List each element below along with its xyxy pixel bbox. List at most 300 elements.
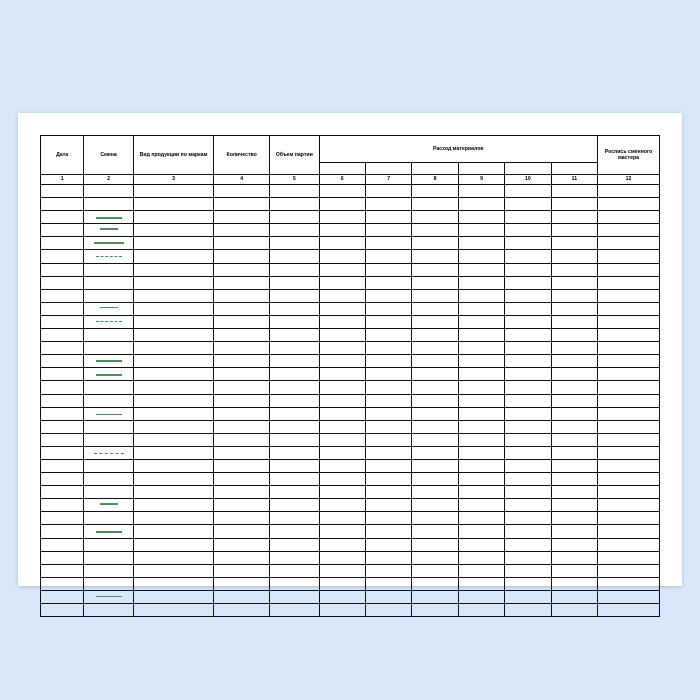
- header-material-col-2: [365, 163, 411, 175]
- table-cell: [551, 211, 597, 224]
- table-cell: [319, 355, 365, 368]
- table-row: [41, 459, 660, 472]
- table-cell: [412, 446, 458, 459]
- table-cell: [365, 263, 411, 276]
- table-cell: [412, 499, 458, 512]
- table-cell: [270, 329, 320, 342]
- table-cell: [270, 486, 320, 499]
- table-cell: [41, 446, 84, 459]
- table-cell: [84, 525, 134, 538]
- table-row: [41, 394, 660, 407]
- table-cell: [214, 459, 270, 472]
- pen-mark: [96, 414, 122, 416]
- table-cell: [598, 564, 660, 577]
- table-cell: [505, 446, 551, 459]
- table-cell: [412, 289, 458, 302]
- table-cell: [412, 250, 458, 263]
- table-cell: [84, 250, 134, 263]
- table-cell: [551, 263, 597, 276]
- table-cell: [214, 342, 270, 355]
- table-cell: [458, 499, 504, 512]
- table-cell: [319, 263, 365, 276]
- header-batch-volume: Объем партии: [270, 136, 320, 175]
- table-cell: [365, 394, 411, 407]
- table-cell: [551, 420, 597, 433]
- table-cell: [84, 198, 134, 211]
- table-row: [41, 263, 660, 276]
- table-cell: [598, 224, 660, 237]
- table-cell: [365, 198, 411, 211]
- table-cell: [133, 302, 213, 315]
- table-cell: [598, 512, 660, 525]
- table-cell: [41, 198, 84, 211]
- table-cell: [319, 381, 365, 394]
- table-cell: [505, 315, 551, 328]
- header-master-signature: Роспись сменного мастера: [598, 136, 660, 175]
- table-cell: [214, 381, 270, 394]
- table-cell: [458, 250, 504, 263]
- table-cell: [41, 250, 84, 263]
- table-cell: [84, 329, 134, 342]
- table-cell: [412, 224, 458, 237]
- table-cell: [551, 224, 597, 237]
- table-cell: [319, 185, 365, 198]
- table-cell: [84, 342, 134, 355]
- table-cell: [458, 446, 504, 459]
- table-cell: [270, 446, 320, 459]
- table-cell: [214, 394, 270, 407]
- header-material-col-4: [458, 163, 504, 175]
- table-cell: [412, 433, 458, 446]
- table-cell: [270, 499, 320, 512]
- table-cell: [133, 355, 213, 368]
- table-cell: [598, 381, 660, 394]
- table-cell: [270, 224, 320, 237]
- table-cell: [84, 185, 134, 198]
- table-cell: [551, 250, 597, 263]
- table-cell: [214, 198, 270, 211]
- table-cell: [551, 355, 597, 368]
- table-cell: [598, 420, 660, 433]
- table-cell: [84, 590, 134, 603]
- table-cell: [133, 577, 213, 590]
- table-cell: [41, 512, 84, 525]
- table-cell: [598, 315, 660, 328]
- table-cell: [365, 525, 411, 538]
- table-cell: [412, 604, 458, 617]
- pen-mark: [100, 503, 118, 505]
- table-cell: [598, 577, 660, 590]
- table-cell: [41, 604, 84, 617]
- table-cell: [505, 394, 551, 407]
- table-cell: [133, 237, 213, 250]
- table-cell: [365, 355, 411, 368]
- table-cell: [551, 237, 597, 250]
- table-cell: [270, 604, 320, 617]
- table-cell: [505, 355, 551, 368]
- table-cell: [505, 185, 551, 198]
- table-cell: [365, 433, 411, 446]
- table-cell: [214, 525, 270, 538]
- table-cell: [458, 276, 504, 289]
- table-row: [41, 407, 660, 420]
- table-row: [41, 499, 660, 512]
- table-cell: [270, 263, 320, 276]
- pen-mark: [96, 374, 122, 376]
- table-cell: [133, 185, 213, 198]
- table-cell: [598, 302, 660, 315]
- table-cell: [319, 525, 365, 538]
- table-cell: [214, 250, 270, 263]
- table-cell: [214, 433, 270, 446]
- table-cell: [133, 407, 213, 420]
- table-cell: [458, 577, 504, 590]
- table-cell: [458, 538, 504, 551]
- table-row: [41, 224, 660, 237]
- table-cell: [365, 250, 411, 263]
- table-cell: [41, 368, 84, 381]
- table-cell: [133, 211, 213, 224]
- table-cell: [319, 590, 365, 603]
- table-cell: [214, 276, 270, 289]
- table-cell: [412, 590, 458, 603]
- table-cell: [270, 512, 320, 525]
- table-cell: [505, 289, 551, 302]
- table-cell: [270, 302, 320, 315]
- table-row: [41, 342, 660, 355]
- table-cell: [133, 394, 213, 407]
- table-cell: [365, 577, 411, 590]
- table-cell: [412, 329, 458, 342]
- table-cell: [84, 355, 134, 368]
- table-cell: [319, 289, 365, 302]
- table-cell: [458, 394, 504, 407]
- table-cell: [270, 420, 320, 433]
- table-cell: [270, 473, 320, 486]
- table-cell: [84, 211, 134, 224]
- table-cell: [133, 263, 213, 276]
- table-cell: [551, 486, 597, 499]
- table-cell: [41, 329, 84, 342]
- header-materials-group: Расход материалов: [319, 136, 598, 163]
- table-cell: [505, 302, 551, 315]
- table-cell: [214, 211, 270, 224]
- table-cell: [598, 590, 660, 603]
- table-cell: [319, 342, 365, 355]
- table-cell: [41, 577, 84, 590]
- table-cell: [412, 355, 458, 368]
- table-cell: [505, 198, 551, 211]
- table-cell: [412, 538, 458, 551]
- table-cell: [319, 198, 365, 211]
- table-row: [41, 525, 660, 538]
- table-cell: [551, 433, 597, 446]
- table-cell: [505, 473, 551, 486]
- table-cell: [598, 250, 660, 263]
- table-row: [41, 577, 660, 590]
- table-cell: [365, 329, 411, 342]
- table-cell: [598, 486, 660, 499]
- table-cell: [412, 564, 458, 577]
- table-cell: [598, 433, 660, 446]
- table-row: [41, 276, 660, 289]
- table-cell: [41, 263, 84, 276]
- table-cell: [505, 486, 551, 499]
- table-cell: [551, 577, 597, 590]
- table-cell: [551, 185, 597, 198]
- table-cell: [412, 394, 458, 407]
- table-cell: [412, 342, 458, 355]
- header-date: Дата: [41, 136, 84, 175]
- table-cell: [458, 459, 504, 472]
- table-cell: [319, 420, 365, 433]
- table-cell: [270, 381, 320, 394]
- table-cell: [551, 342, 597, 355]
- table-row: [41, 381, 660, 394]
- table-cell: [598, 499, 660, 512]
- table-cell: [270, 551, 320, 564]
- table-cell: [270, 315, 320, 328]
- table-row: [41, 486, 660, 499]
- table-cell: [365, 420, 411, 433]
- table-cell: [133, 499, 213, 512]
- table-cell: [598, 355, 660, 368]
- table-cell: [214, 499, 270, 512]
- table-row: [41, 329, 660, 342]
- table-cell: [270, 590, 320, 603]
- table-cell: [133, 368, 213, 381]
- table-cell: [133, 381, 213, 394]
- table-cell: [365, 446, 411, 459]
- table-cell: [41, 525, 84, 538]
- table-cell: [133, 433, 213, 446]
- table-cell: [270, 289, 320, 302]
- table-cell: [412, 368, 458, 381]
- table-cell: [133, 459, 213, 472]
- table-cell: [598, 604, 660, 617]
- table-cell: [319, 433, 365, 446]
- table-cell: [84, 538, 134, 551]
- table-cell: [551, 329, 597, 342]
- table-cell: [133, 512, 213, 525]
- table-cell: [458, 368, 504, 381]
- table-cell: [458, 473, 504, 486]
- table-cell: [598, 525, 660, 538]
- table-cell: [319, 224, 365, 237]
- table-cell: [505, 538, 551, 551]
- pen-mark: [100, 228, 118, 230]
- table-cell: [84, 237, 134, 250]
- number-cell: 5: [270, 175, 320, 185]
- table-cell: [598, 394, 660, 407]
- table-cell: [319, 315, 365, 328]
- table-cell: [505, 551, 551, 564]
- table-number-row: [41, 175, 660, 185]
- table-cell: [551, 302, 597, 315]
- table-cell: [319, 512, 365, 525]
- table-cell: [412, 473, 458, 486]
- table-cell: [133, 604, 213, 617]
- table-cell: [319, 486, 365, 499]
- table-row: [41, 604, 660, 617]
- pen-mark: [100, 307, 118, 309]
- table-row: [41, 289, 660, 302]
- table-cell: [84, 604, 134, 617]
- table-cell: [270, 237, 320, 250]
- table-cell: [598, 185, 660, 198]
- table-cell: [133, 486, 213, 499]
- table-cell: [458, 224, 504, 237]
- table-cell: [270, 250, 320, 263]
- table-cell: [41, 473, 84, 486]
- table-cell: [412, 315, 458, 328]
- number-cell: 7: [365, 175, 411, 185]
- table-cell: [133, 564, 213, 577]
- table-cell: [270, 198, 320, 211]
- table-cell: [551, 289, 597, 302]
- table-cell: [505, 211, 551, 224]
- table-cell: [458, 342, 504, 355]
- table-cell: [319, 499, 365, 512]
- table-cell: [214, 564, 270, 577]
- table-cell: [214, 473, 270, 486]
- table-cell: [365, 407, 411, 420]
- table-cell: [133, 315, 213, 328]
- table-cell: [412, 459, 458, 472]
- table-cell: [598, 276, 660, 289]
- header-quantity: Количество: [214, 136, 270, 175]
- table-row: [41, 185, 660, 198]
- table-cell: [598, 551, 660, 564]
- number-cell: 3: [133, 175, 213, 185]
- header-material-col-1: [319, 163, 365, 175]
- table-cell: [551, 276, 597, 289]
- pen-mark: [96, 360, 122, 362]
- table-cell: [84, 551, 134, 564]
- table-cell: [270, 342, 320, 355]
- table-cell: [84, 302, 134, 315]
- table-cell: [41, 394, 84, 407]
- table-cell: [458, 420, 504, 433]
- table-cell: [41, 551, 84, 564]
- table-cell: [365, 315, 411, 328]
- table-cell: [551, 551, 597, 564]
- table-cell: [133, 250, 213, 263]
- table-cell: [598, 459, 660, 472]
- table-cell: [214, 302, 270, 315]
- table-cell: [598, 263, 660, 276]
- table-cell: [214, 486, 270, 499]
- table-cell: [412, 525, 458, 538]
- table-cell: [41, 420, 84, 433]
- table-cell: [365, 237, 411, 250]
- pen-mark: [94, 242, 124, 244]
- table-row: [41, 512, 660, 525]
- table-cell: [270, 394, 320, 407]
- table-cell: [551, 512, 597, 525]
- table-cell: [365, 302, 411, 315]
- table-cell: [505, 499, 551, 512]
- table-cell: [505, 263, 551, 276]
- pen-mark: [96, 531, 122, 533]
- header-product-type: Вид продукции по маркам: [133, 136, 213, 175]
- table-cell: [598, 211, 660, 224]
- table-cell: [412, 551, 458, 564]
- table-cell: [365, 381, 411, 394]
- table-row: [41, 302, 660, 315]
- table-cell: [412, 512, 458, 525]
- table-cell: [214, 604, 270, 617]
- table-cell: [270, 577, 320, 590]
- table-cell: [214, 538, 270, 551]
- table-cell: [133, 590, 213, 603]
- table-cell: [598, 368, 660, 381]
- table-cell: [319, 250, 365, 263]
- header-material-col-6: [551, 163, 597, 175]
- table-cell: [319, 577, 365, 590]
- table-cell: [505, 433, 551, 446]
- table-cell: [270, 368, 320, 381]
- number-cell: 11: [551, 175, 597, 185]
- table-cell: [458, 263, 504, 276]
- paper-sheet: [18, 113, 682, 586]
- table-cell: [214, 407, 270, 420]
- table-cell: [365, 590, 411, 603]
- table-cell: [551, 525, 597, 538]
- table-cell: [505, 459, 551, 472]
- table-cell: [458, 198, 504, 211]
- table-cell: [365, 551, 411, 564]
- table-cell: [365, 473, 411, 486]
- table-cell: [319, 276, 365, 289]
- table-cell: [270, 276, 320, 289]
- table-cell: [270, 407, 320, 420]
- table-cell: [319, 551, 365, 564]
- table-cell: [598, 198, 660, 211]
- table-cell: [365, 276, 411, 289]
- table-cell: [41, 355, 84, 368]
- table-cell: [319, 329, 365, 342]
- table-cell: [505, 604, 551, 617]
- pen-mark: [94, 453, 124, 454]
- table-cell: [133, 551, 213, 564]
- table-cell: [133, 198, 213, 211]
- table-cell: [214, 185, 270, 198]
- table-cell: [412, 381, 458, 394]
- table-cell: [551, 499, 597, 512]
- header-material-col-3: [412, 163, 458, 175]
- table-cell: [84, 224, 134, 237]
- table-cell: [458, 486, 504, 499]
- table-cell: [505, 250, 551, 263]
- table-cell: [319, 564, 365, 577]
- table-cell: [84, 394, 134, 407]
- table-cell: [41, 538, 84, 551]
- number-cell: 1: [41, 175, 84, 185]
- table-cell: [365, 564, 411, 577]
- table-cell: [365, 224, 411, 237]
- table-cell: [41, 289, 84, 302]
- table-cell: [214, 590, 270, 603]
- table-cell: [214, 263, 270, 276]
- table-cell: [41, 486, 84, 499]
- table-cell: [84, 276, 134, 289]
- table-row: [41, 420, 660, 433]
- table-cell: [505, 237, 551, 250]
- table-cell: [133, 538, 213, 551]
- pen-mark: [96, 256, 122, 257]
- table-row: [41, 551, 660, 564]
